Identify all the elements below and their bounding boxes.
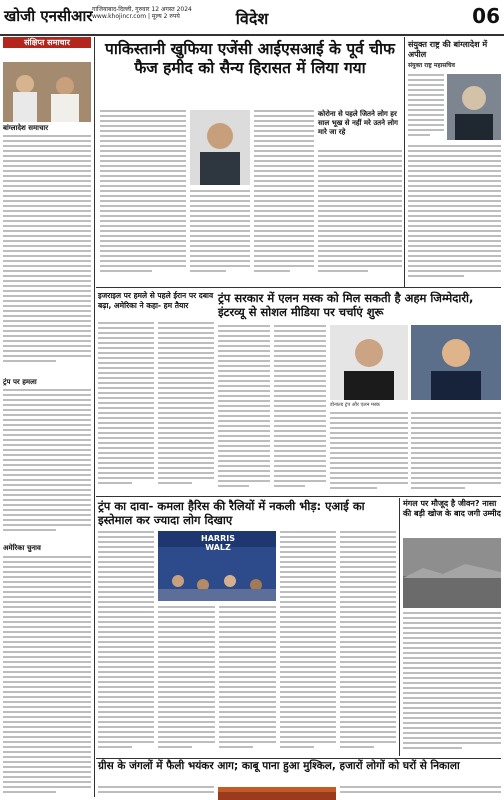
left-column-text-2	[3, 389, 91, 539]
mars-surface-icon	[403, 538, 501, 608]
lead-story-photo	[190, 110, 250, 185]
trump-photo	[411, 325, 501, 400]
mid-left-headline: इजराइल पर हमले से पहले ईरान पर दबाव बढ़ा, अमेरिका ने कहा- हम तैयार	[98, 291, 214, 310]
lead-text-col3	[254, 110, 314, 280]
trump-text-b	[274, 325, 326, 495]
left-column-text-3	[3, 556, 91, 796]
page-number: 06	[472, 4, 500, 28]
column-divider-right	[404, 37, 405, 287]
trump-headline: ट्रंप सरकार में एलन मस्क को मिल सकती है अहम जिम्मेदारी, इंटरव्यू से सोशल मीडिया पर चर्चाएं शुरू	[218, 291, 474, 319]
column-divider-left	[94, 37, 95, 797]
fire-text-b	[340, 786, 501, 800]
right-top-subhead: संयुक्त राष्ट्र महासचिव	[408, 62, 455, 69]
fire-headline: ग्रीस के जंगलों में फैली भयंकर आग; काबू पाना हुआ मुश्किल, हजारों लोगों को घरों से निकाला	[98, 760, 460, 772]
mars-text	[403, 612, 501, 756]
people-photo-icon	[3, 62, 91, 122]
mid-left-text-a	[98, 322, 154, 492]
right-top-headline: संयुक्त राष्ट्र की बांग्लादेश में अपील	[408, 40, 488, 59]
rally-headline: ट्रंप का दावा- कमला हैरिस की रैलियों में नकली भीड़: एआई का इस्तेमाल कर ज्यादा लोग दिखाए	[98, 499, 365, 527]
mars-photo	[403, 538, 501, 608]
wildfire-icon	[218, 787, 336, 800]
portrait-photo-icon-4	[411, 325, 501, 400]
lead-text-col1	[100, 110, 186, 280]
left-column-text-1	[3, 135, 91, 375]
right-top-text-b	[408, 145, 501, 283]
mars-headline: मंगल पर मौजूद है जीवन? नासा की बड़ी खोज के बाद जगी उम्मीद	[403, 499, 501, 518]
trump-text-c	[330, 412, 408, 494]
horizontal-divider-3	[96, 758, 501, 759]
side-story-text	[318, 150, 402, 280]
left-head-1: बांग्लादेश समाचार	[3, 124, 49, 132]
rally-banner-text: HARRIS WALZ	[201, 534, 235, 552]
lead-text-col2	[190, 190, 250, 280]
rally-text-a	[98, 531, 154, 756]
right-top-text-a	[408, 74, 444, 140]
left-column-photo	[3, 62, 91, 122]
left-head-3: अमेरिका चुनाव	[3, 544, 41, 552]
left-head-2: ट्रंप पर हमला	[3, 378, 37, 386]
section-title: विदेश	[235, 9, 269, 28]
left-kicker: संक्षिप्त समाचार	[3, 37, 91, 48]
horizontal-divider-2	[96, 496, 501, 497]
rally-text-b	[158, 606, 215, 756]
trump-text-d	[411, 412, 501, 494]
fire-photo	[218, 786, 336, 800]
musk-photo	[330, 325, 408, 400]
portrait-photo-icon-3	[330, 325, 408, 400]
column-divider-mars	[399, 498, 400, 756]
trump-text-a	[218, 325, 270, 495]
horizontal-divider-1	[96, 287, 501, 288]
trump-photo-caption: डोनाल्ड ट्रंप और एलन मस्क	[330, 402, 380, 408]
mid-left-text-b	[158, 322, 214, 492]
issue-info: गाजियाबाद-दिल्ली, गुरुवार 12 अगस्त 2024 www.khojincr.com | मूल्य 2 रुपये	[92, 6, 192, 20]
rally-text-d	[280, 531, 336, 756]
masthead	[0, 0, 504, 36]
side-headline: कोरोना से पहले जितने लोग हर साल भूख से नहीं मरे उतने लोग मारे जा रहे	[318, 110, 398, 136]
portrait-photo-icon	[190, 110, 250, 185]
rally-text-e	[340, 531, 396, 756]
right-top-photo	[447, 74, 501, 140]
portrait-photo-icon-2	[447, 74, 501, 140]
lead-headline: पाकिस्तानी खुफिया एजेंसी आईएसआई के पूर्व चीफ फैज हमीद को सैन्य हिरासत में लिया गया	[105, 40, 395, 77]
newspaper-title: खोजी एनसीआर	[4, 7, 93, 25]
fire-text-a	[98, 786, 214, 800]
rally-text-c	[219, 606, 276, 756]
